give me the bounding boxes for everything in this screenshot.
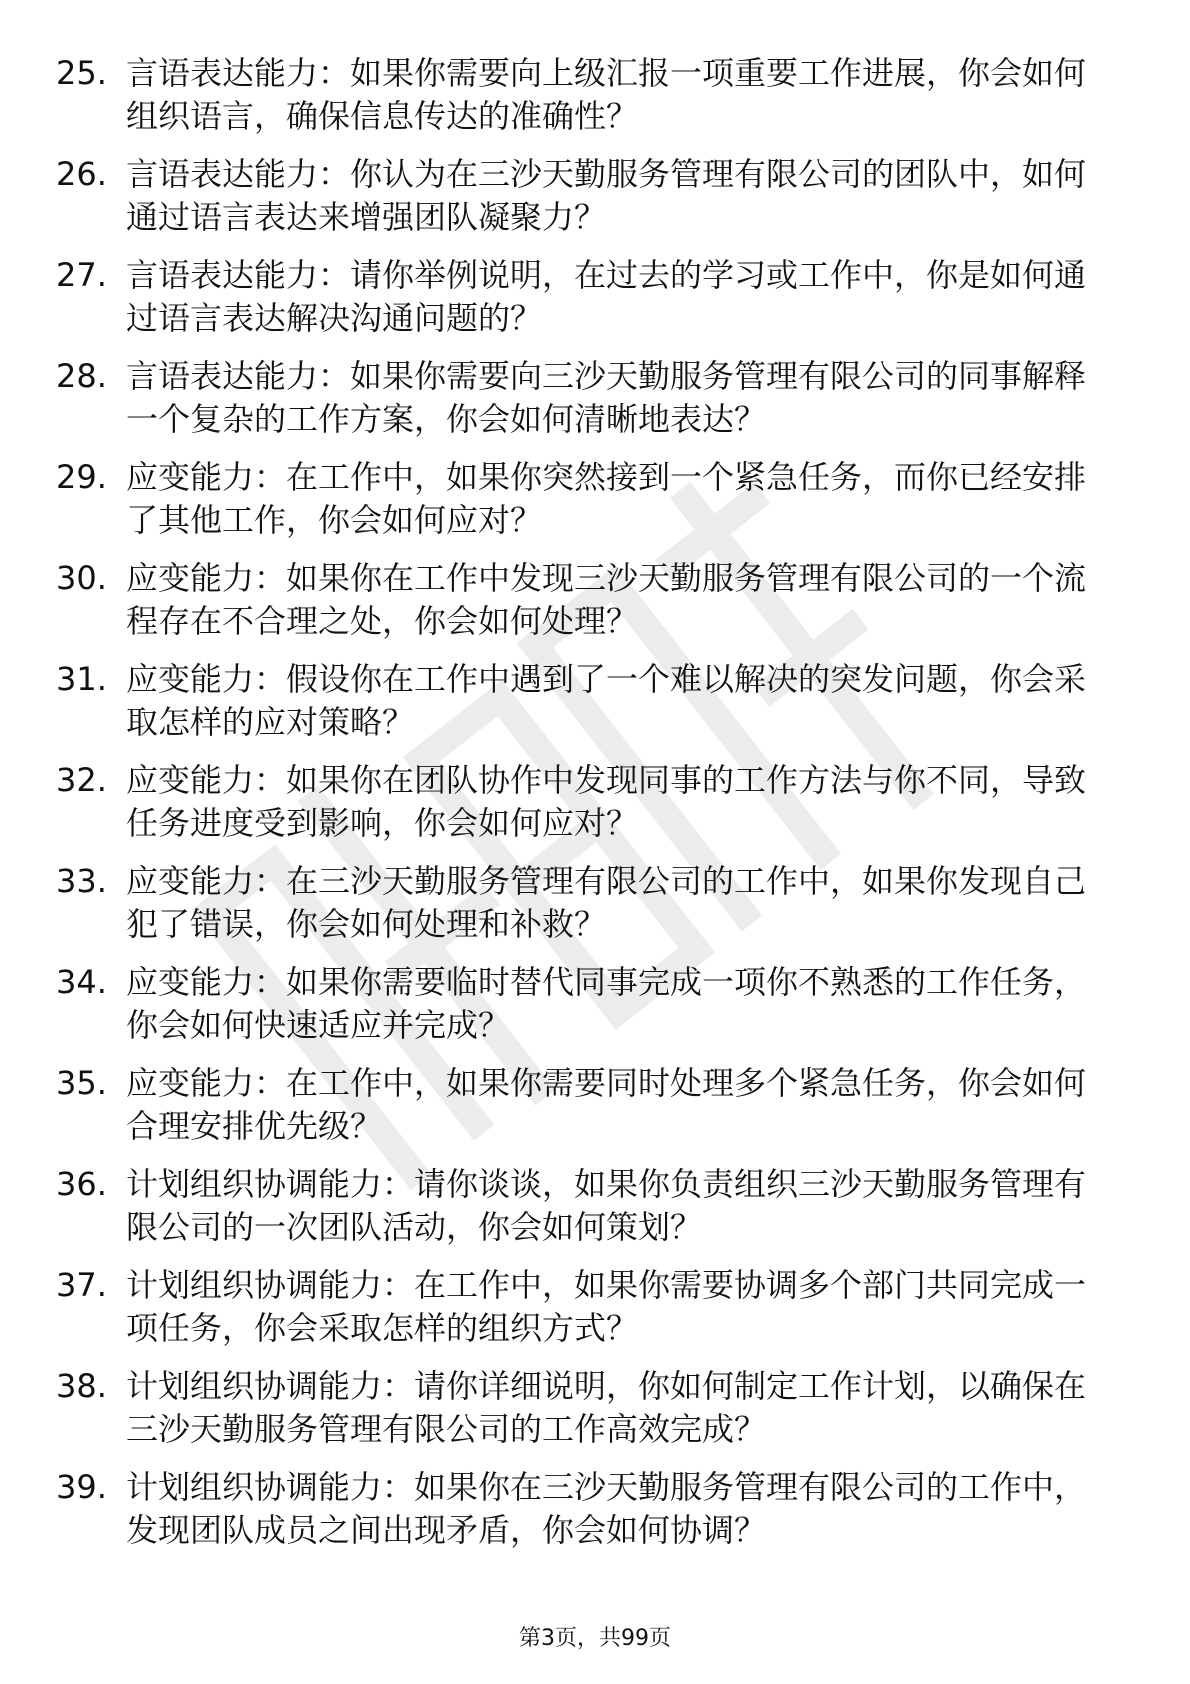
question-number: 25. (56, 54, 107, 92)
question-item-28 (56, 355, 1116, 441)
question-number: 32. (56, 761, 107, 799)
question-text: 应变能力：如果你在团队协作中发现同事的工作方法与你不同，导致任务进度受到影响，你会如何应对？ (126, 761, 1087, 842)
question-text: 言语表达能力：如果你需要向三沙天勤服务管理有限公司的同事解释一个复杂的工作方案，你会如何清晰地表达？ (126, 357, 1087, 438)
question-item-34 (56, 961, 1116, 1047)
question-text: 言语表达能力：你认为在三沙天勤服务管理有限公司的团队中，如何通过语言表达来增强团队凝聚力？ (126, 155, 1087, 236)
question-text: 计划组织协调能力：请你详细说明，你如何制定工作计划，以确保在三沙天勤服务管理有限公司的工作高效完成？ (126, 1367, 1087, 1448)
question-number: 35. (56, 1064, 107, 1102)
question-text: 计划组织协调能力：在工作中，如果你需要协调多个部门共同完成一项任务，你会采取怎样的组织方式？ (126, 1266, 1087, 1347)
question-number: 26. (56, 155, 107, 193)
question-item-36 (56, 1163, 1116, 1249)
question-number: 36. (56, 1165, 107, 1203)
question-text: 应变能力：在工作中，如果你突然接到一个紧急任务，而你已经安排了其他工作，你会如何应对？ (126, 458, 1087, 539)
question-item-37 (56, 1264, 1116, 1350)
question-item-29 (56, 456, 1116, 542)
question-number: 31. (56, 660, 107, 698)
question-number: 29. (56, 458, 107, 496)
question-number: 38. (56, 1367, 107, 1405)
question-text: 应变能力：如果你在工作中发现三沙天勤服务管理有限公司的一个流程存在不合理之处，你会如何处理？ (126, 559, 1087, 640)
question-item-27 (56, 254, 1116, 340)
question-number: 27. (56, 256, 107, 294)
question-text: 应变能力：在工作中，如果你需要同时处理多个紧急任务，你会如何合理安排优先级？ (126, 1064, 1087, 1145)
question-text: 应变能力：如果你需要临时替代同事完成一项你不熟悉的工作任务，你会如何快速适应并完成？ (126, 963, 1087, 1044)
question-item-25 (56, 52, 1116, 138)
question-text: 应变能力：假设你在工作中遇到了一个难以解决的突发问题，你会采取怎样的应对策略？ (126, 660, 1087, 741)
question-number: 33. (56, 862, 107, 900)
question-number: 28. (56, 357, 107, 395)
question-text: 计划组织协调能力：如果你在三沙天勤服务管理有限公司的工作中，发现团队成员之间出现矛盾，你会如何协调？ (126, 1468, 1087, 1549)
question-item-35 (56, 1062, 1116, 1148)
question-number: 34. (56, 963, 107, 1001)
question-text: 言语表达能力：如果你需要向上级汇报一项重要工作进展，你会如何组织语言，确保信息传达的准确性？ (126, 54, 1087, 135)
question-number: 39. (56, 1468, 107, 1506)
question-item-38 (56, 1365, 1116, 1451)
question-item-31 (56, 658, 1116, 744)
question-number: 37. (56, 1266, 107, 1304)
question-item-32 (56, 759, 1116, 845)
question-item-26 (56, 153, 1116, 239)
question-text: 应变能力：在三沙天勤服务管理有限公司的工作中，如果你发现自己犯了错误，你会如何处理和补救？ (126, 862, 1087, 943)
question-item-39 (56, 1466, 1116, 1552)
page-number-footer: 第3页，共99页 (519, 1626, 671, 1651)
question-list (56, 52, 1116, 1567)
question-item-33 (56, 860, 1116, 946)
question-number: 30. (56, 559, 107, 597)
question-text: 言语表达能力：请你举例说明，在过去的学习或工作中，你是如何通过语言表达解决沟通问题的？ (126, 256, 1087, 337)
question-item-30 (56, 557, 1116, 643)
question-text: 计划组织协调能力：请你谈谈，如果你负责组织三沙天勤服务管理有限公司的一次团队活动，你会如何策划？ (126, 1165, 1087, 1246)
